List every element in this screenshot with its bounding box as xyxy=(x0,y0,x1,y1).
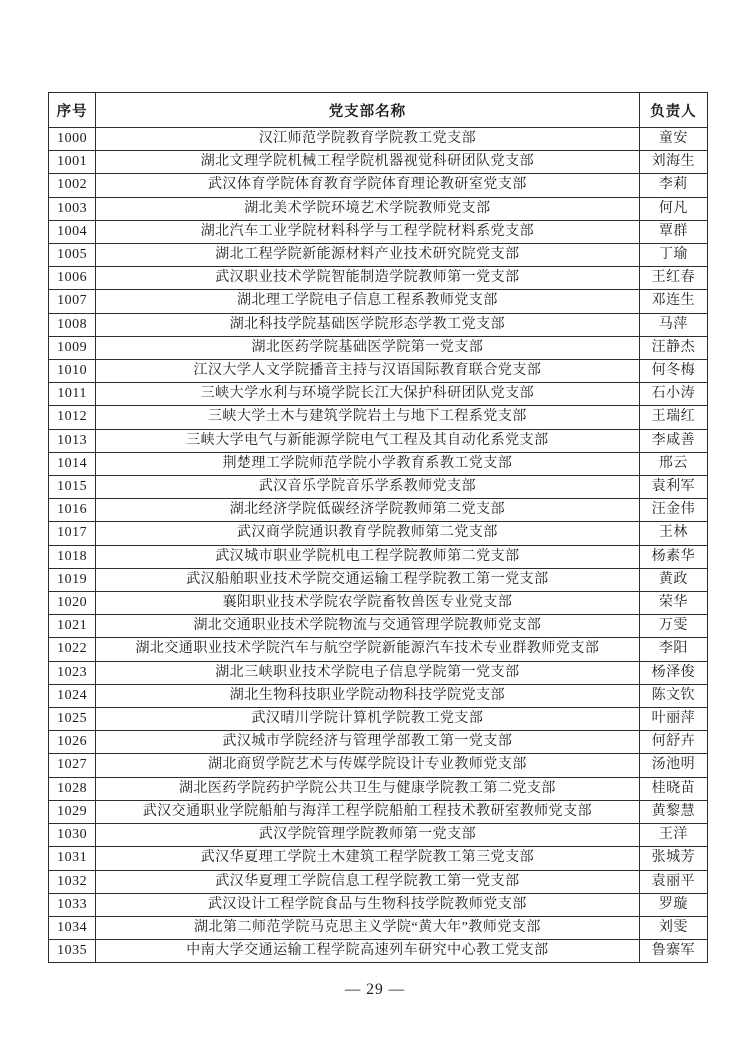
row-id: 1013 xyxy=(49,429,96,452)
table-row xyxy=(49,800,708,823)
header-cell-branch-name: 党支部名称 xyxy=(96,93,639,128)
row-leader: 罗璇 xyxy=(639,893,707,916)
row-branch-name: 湖北交通职业技术学院物流与交通管理学院教师党支部 xyxy=(96,615,639,638)
row-branch-name: 湖北三峡职业技术学院电子信息学院第一党支部 xyxy=(96,661,639,684)
row-leader: 杨素华 xyxy=(639,545,707,568)
row-id: 1026 xyxy=(49,731,96,754)
row-id: 1008 xyxy=(49,313,96,336)
table-row xyxy=(49,383,708,406)
row-id: 1002 xyxy=(49,174,96,197)
table-row xyxy=(49,708,708,731)
row-branch-name: 武汉船舶职业技术学院交通运输工程学院教工第一党支部 xyxy=(96,568,639,591)
row-id: 1001 xyxy=(49,151,96,174)
row-leader: 杨泽俊 xyxy=(639,661,707,684)
row-branch-name: 武汉商学院通识教育学院教师第二党支部 xyxy=(96,522,639,545)
table-row xyxy=(49,476,708,499)
row-leader: 李咸善 xyxy=(639,429,707,452)
row-leader: 张城芳 xyxy=(639,847,707,870)
table-row xyxy=(49,870,708,893)
table-body xyxy=(49,128,708,963)
row-id: 1010 xyxy=(49,360,96,383)
row-branch-name: 湖北经济学院低碳经济学院教师第二党支部 xyxy=(96,499,639,522)
row-branch-name: 武汉华夏理工学院信息工程学院教工第一党支部 xyxy=(96,870,639,893)
row-branch-name: 武汉交通职业学院船舶与海洋工程学院船舶工程技术教研室教师党支部 xyxy=(96,800,639,823)
row-leader: 邢云 xyxy=(639,452,707,475)
row-branch-name: 湖北医药学院药护学院公共卫生与健康学院教工第二党支部 xyxy=(96,777,639,800)
row-leader: 马萍 xyxy=(639,313,707,336)
row-branch-name: 湖北科技学院基础医学院形态学教工党支部 xyxy=(96,313,639,336)
row-id: 1028 xyxy=(49,777,96,800)
row-id: 1020 xyxy=(49,592,96,615)
row-id: 1022 xyxy=(49,638,96,661)
row-id: 1031 xyxy=(49,847,96,870)
row-branch-name: 武汉学院管理学院教师第一党支部 xyxy=(96,824,639,847)
row-branch-name: 三峡大学水利与环境学院长江大保护科研团队党支部 xyxy=(96,383,639,406)
row-leader: 何冬梅 xyxy=(639,360,707,383)
row-leader: 汪静杰 xyxy=(639,336,707,359)
row-leader: 王红春 xyxy=(639,267,707,290)
table-row xyxy=(49,638,708,661)
row-leader: 袁丽平 xyxy=(639,870,707,893)
table-row xyxy=(49,128,708,151)
row-branch-name: 武汉城市学院经济与管理学部教工第一党支部 xyxy=(96,731,639,754)
table-row xyxy=(49,684,708,707)
row-id: 1032 xyxy=(49,870,96,893)
row-branch-name: 武汉体育学院体育教育学院体育理论教研室党支部 xyxy=(96,174,639,197)
row-id: 1024 xyxy=(49,684,96,707)
row-branch-name: 湖北理工学院电子信息工程系教师党支部 xyxy=(96,290,639,313)
table-row xyxy=(49,592,708,615)
table-row xyxy=(49,893,708,916)
table-row xyxy=(49,406,708,429)
row-branch-name: 武汉音乐学院音乐学系教师党支部 xyxy=(96,476,639,499)
row-branch-name: 武汉城市职业学院机电工程学院教师第二党支部 xyxy=(96,545,639,568)
table-row xyxy=(49,244,708,267)
row-branch-name: 湖北生物科技职业学院动物科技学院党支部 xyxy=(96,684,639,707)
row-id: 1025 xyxy=(49,708,96,731)
row-id: 1009 xyxy=(49,336,96,359)
table-row xyxy=(49,452,708,475)
row-id: 1019 xyxy=(49,568,96,591)
row-id: 1023 xyxy=(49,661,96,684)
row-branch-name: 湖北医药学院基础医学院第一党支部 xyxy=(96,336,639,359)
row-id: 1014 xyxy=(49,452,96,475)
row-id: 1027 xyxy=(49,754,96,777)
row-id: 1017 xyxy=(49,522,96,545)
table-row xyxy=(49,429,708,452)
row-branch-name: 武汉华夏理工学院土木建筑工程学院教工第三党支部 xyxy=(96,847,639,870)
row-leader: 王洋 xyxy=(639,824,707,847)
row-branch-name: 中南大学交通运输工程学院高速列车研究中心教工党支部 xyxy=(96,940,639,963)
row-leader: 荣华 xyxy=(639,592,707,615)
row-branch-name: 湖北汽车工业学院材料科学与工程学院材料系党支部 xyxy=(96,220,639,243)
row-leader: 桂晓苗 xyxy=(639,777,707,800)
row-id: 1005 xyxy=(49,244,96,267)
header-cell-index: 序号 xyxy=(49,93,96,128)
table-row xyxy=(49,940,708,963)
row-branch-name: 武汉职业技术学院智能制造学院教师第一党支部 xyxy=(96,267,639,290)
row-id: 1035 xyxy=(49,940,96,963)
row-leader: 李莉 xyxy=(639,174,707,197)
row-leader: 黄政 xyxy=(639,568,707,591)
row-leader: 王瑞红 xyxy=(639,406,707,429)
table-row xyxy=(49,197,708,220)
table-row xyxy=(49,313,708,336)
row-id: 1015 xyxy=(49,476,96,499)
party-branch-table xyxy=(48,92,708,963)
row-branch-name: 湖北交通职业技术学院汽车与航空学院新能源汽车技术专业群教师党支部 xyxy=(96,638,639,661)
table-row xyxy=(49,916,708,939)
row-branch-name: 湖北文理学院机械工程学院机器视觉科研团队党支部 xyxy=(96,151,639,174)
row-branch-name: 江汉大学人文学院播音主持与汉语国际教育联合党支部 xyxy=(96,360,639,383)
row-id: 1018 xyxy=(49,545,96,568)
row-leader: 邓连生 xyxy=(639,290,707,313)
row-branch-name: 湖北工程学院新能源材料产业技术研究院党支部 xyxy=(96,244,639,267)
row-branch-name: 荆楚理工学院师范学院小学教育系教工党支部 xyxy=(96,452,639,475)
table-row xyxy=(49,360,708,383)
row-leader: 叶丽萍 xyxy=(639,708,707,731)
row-branch-name: 湖北商贸学院艺术与传媒学院设计专业教师党支部 xyxy=(96,754,639,777)
row-leader: 何舒卉 xyxy=(639,731,707,754)
row-branch-name: 湖北美术学院环境艺术学院教师党支部 xyxy=(96,197,639,220)
table-row xyxy=(49,290,708,313)
row-id: 1007 xyxy=(49,290,96,313)
header-cell-leader: 负责人 xyxy=(639,93,707,128)
row-leader: 汤池明 xyxy=(639,754,707,777)
row-leader: 刘海生 xyxy=(639,151,707,174)
row-id: 1016 xyxy=(49,499,96,522)
row-branch-name: 武汉设计工程学院食品与生物科技学院教师党支部 xyxy=(96,893,639,916)
row-branch-name: 湖北第二师范学院马克思主义学院“黄大年”教师党支部 xyxy=(96,916,639,939)
row-id: 1004 xyxy=(49,220,96,243)
row-id: 1033 xyxy=(49,893,96,916)
row-branch-name: 汉江师范学院教育学院教工党支部 xyxy=(96,128,639,151)
row-leader: 童安 xyxy=(639,128,707,151)
table-row xyxy=(49,661,708,684)
table-row xyxy=(49,824,708,847)
row-branch-name: 三峡大学电气与新能源学院电气工程及其自动化系党支部 xyxy=(96,429,639,452)
table-row xyxy=(49,847,708,870)
table-row xyxy=(49,151,708,174)
row-leader: 黄黎慧 xyxy=(639,800,707,823)
table-row xyxy=(49,336,708,359)
row-leader: 袁利军 xyxy=(639,476,707,499)
table-row xyxy=(49,777,708,800)
row-leader: 石小涛 xyxy=(639,383,707,406)
row-branch-name: 武汉晴川学院计算机学院教工党支部 xyxy=(96,708,639,731)
row-id: 1011 xyxy=(49,383,96,406)
table-row xyxy=(49,174,708,197)
table-row xyxy=(49,499,708,522)
table-row xyxy=(49,522,708,545)
table-row xyxy=(49,731,708,754)
row-id: 1003 xyxy=(49,197,96,220)
table-row xyxy=(49,545,708,568)
row-leader: 刘雯 xyxy=(639,916,707,939)
row-leader: 丁瑜 xyxy=(639,244,707,267)
table-row xyxy=(49,220,708,243)
page-number: — 29 — xyxy=(344,981,406,998)
row-leader: 鲁寨军 xyxy=(639,940,707,963)
table-row xyxy=(49,754,708,777)
row-id: 1030 xyxy=(49,824,96,847)
row-id: 1029 xyxy=(49,800,96,823)
table-header-row xyxy=(49,93,708,128)
row-leader: 汪金伟 xyxy=(639,499,707,522)
table-row xyxy=(49,615,708,638)
table-row xyxy=(49,267,708,290)
row-branch-name: 三峡大学土木与建筑学院岩土与地下工程系党支部 xyxy=(96,406,639,429)
row-leader: 何凡 xyxy=(639,197,707,220)
row-id: 1006 xyxy=(49,267,96,290)
row-branch-name: 襄阳职业技术学院农学院畜牧兽医专业党支部 xyxy=(96,592,639,615)
table-row xyxy=(49,568,708,591)
row-leader: 李阳 xyxy=(639,638,707,661)
row-id: 1021 xyxy=(49,615,96,638)
row-id: 1000 xyxy=(49,128,96,151)
row-leader: 陈文钦 xyxy=(639,684,707,707)
row-id: 1034 xyxy=(49,916,96,939)
row-leader: 王林 xyxy=(639,522,707,545)
row-leader: 覃群 xyxy=(639,220,707,243)
row-leader: 万雯 xyxy=(639,615,707,638)
row-id: 1012 xyxy=(49,406,96,429)
